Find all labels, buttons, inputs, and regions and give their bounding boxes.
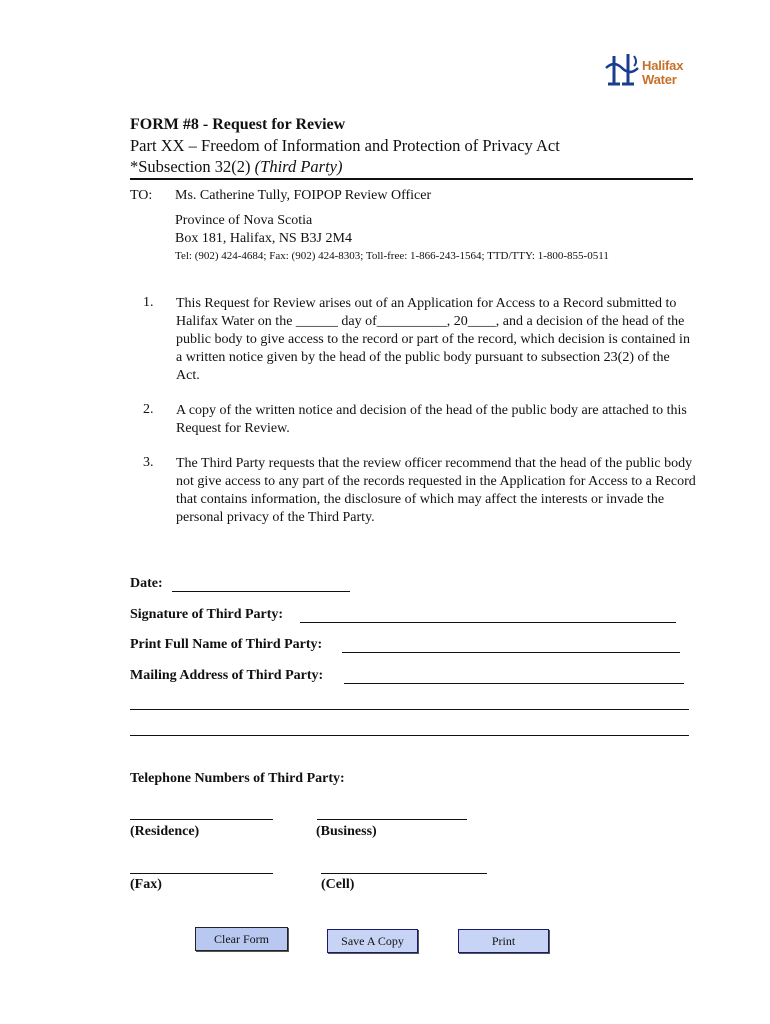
print-name-input-line[interactable] [342,652,680,653]
subsection-text: *Subsection 32(2) [130,157,255,176]
save-copy-button[interactable]: Save A Copy [327,929,418,953]
act-subtitle: Part XX – Freedom of Information and Protection of Privacy Act [130,136,560,155]
telephone-label: Telephone Numbers of Third Party: [130,771,345,786]
recipient-name: Ms. Catherine Tully, FOIPOP Review Officer [175,188,432,203]
recipient-box: Box 181, Halifax, NS B3J 2M4 [175,231,352,246]
residence-label: (Residence) [130,824,200,839]
mailing-address-label: Mailing Address of Third Party: [130,668,324,683]
residence-input-line[interactable] [130,819,273,820]
item-number: 3. [143,455,154,470]
date-label: Date: [130,576,163,591]
logo-text-line2: Water [642,72,677,87]
date-input-line[interactable] [172,591,350,592]
mailing-address-input-line[interactable] [344,683,684,684]
fax-label: (Fax) [130,877,162,892]
subsection-party: (Third Party) [254,157,343,176]
business-input-line[interactable] [317,819,467,820]
mailing-address-line-2[interactable] [130,709,689,710]
cell-label: (Cell) [321,877,355,892]
to-label: TO: [130,188,153,203]
item-text: The Third Party requests that the review officer recommend that the head of the public body not give access to any part of the records requested in the Application for Access to a Record that contains information, the disclosure of which may affect the interests or invade the personal privacy of the Third Party. [176,456,696,525]
signature-label: Signature of Third Party: [130,607,284,622]
mailing-address-line-3[interactable] [130,735,689,736]
item-number: 1. [143,295,154,310]
signature-input-line[interactable] [300,622,676,623]
recipient-province: Province of Nova Scotia [175,213,313,228]
logo-text-line1: Halifax [642,58,684,73]
print-button[interactable]: Print [458,929,549,953]
recipient-contact: Tel: (902) 424-4684; Fax: (902) 424-8303; Toll-free: 1-866-243-1564; TTD/TTY: 1-800-855-0511 [175,250,609,262]
business-label: (Business) [316,824,377,839]
print-name-label: Print Full Name of Third Party: [130,637,323,652]
header-divider [130,178,693,180]
subsection-line [130,157,343,177]
cell-input-line[interactable] [321,873,487,874]
item-text: This Request for Review arises out of an Application for Access to a Record submitted to Halifax Water on the ______ day of__________, 20____, and a decision of the head of the public body to give access to the record or part of the record, which decision is contained in a written notice given by the head of the public body pursuant to subsection 23(2) of the Act. [176,296,690,383]
logo-mark-icon [604,50,644,90]
item-number: 2. [143,402,154,417]
halifax-water-logo [604,50,688,90]
item-text: A copy of the written notice and decision of the head of the public body are attached to this Request for Review. [176,403,687,436]
clear-form-button[interactable]: Clear Form [195,927,288,951]
fax-input-line[interactable] [130,873,273,874]
form-title: FORM #8 - Request for Review [130,116,346,133]
